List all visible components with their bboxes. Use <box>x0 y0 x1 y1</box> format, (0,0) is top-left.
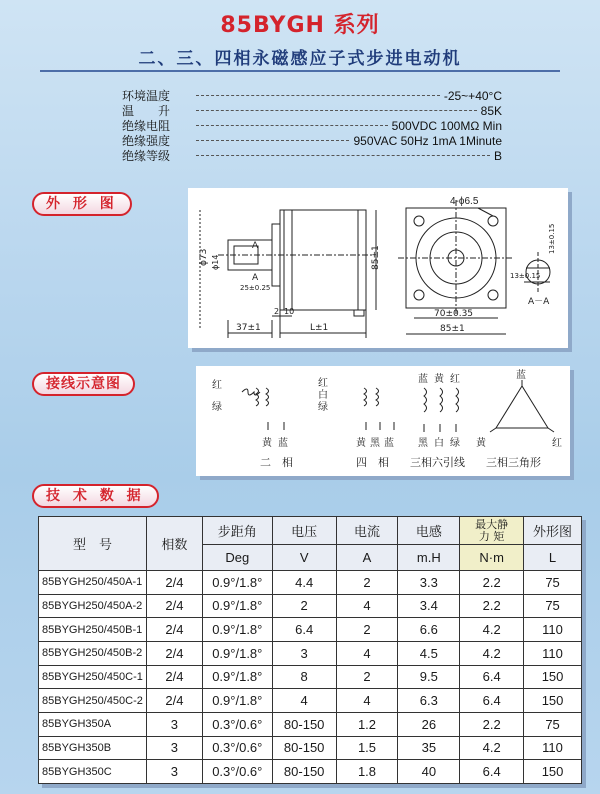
cell-voltage: 8 <box>272 665 336 689</box>
delta-caption: 三相三角形 <box>486 456 541 469</box>
page-title: 85BYGH 系列 <box>220 13 380 38</box>
cell-current: 4 <box>336 641 398 665</box>
spec-row <box>122 133 502 148</box>
six-lead-top1-label: 蓝 <box>418 374 428 385</box>
cell-phases: 2/4 <box>146 571 202 595</box>
six-lead-bot1-label: 黑 <box>418 438 428 449</box>
wiring-diagram-panel <box>196 366 570 476</box>
dim-70-label: 70±0.35 <box>434 309 474 319</box>
cell-step-angle: 0.9°/1.8° <box>202 665 272 689</box>
cell-inductance: 6.6 <box>398 618 460 642</box>
two-phase-blue-label: 蓝 <box>278 438 288 449</box>
spec-value: 500VDC 100MΩ Min <box>391 118 502 133</box>
section-badge-wiring: 接线示意图 <box>32 372 135 396</box>
title-divider <box>40 70 560 72</box>
cell-current: 4 <box>336 689 398 713</box>
table-row <box>39 571 582 595</box>
cell-outline: 75 <box>524 712 582 736</box>
header-holding-torque: 最大静 力 矩 <box>460 517 524 545</box>
cell-step-angle: 0.3°/0.6° <box>202 760 272 784</box>
six-lead-caption: 三相六引线 <box>410 456 465 469</box>
shaft-small-label: ϕ14 <box>211 254 220 270</box>
unit-step-angle: Deg <box>202 545 272 571</box>
cell-outline: 75 <box>524 594 582 618</box>
dim-25-label: 25±0.25 <box>240 284 271 292</box>
cell-phases: 2/4 <box>146 689 202 713</box>
table-row <box>39 760 582 784</box>
cell-phases: 2/4 <box>146 641 202 665</box>
cell-outline: 75 <box>524 571 582 595</box>
table-row <box>39 641 582 665</box>
cell-phases: 2/4 <box>146 665 202 689</box>
cell-outline: 150 <box>524 665 582 689</box>
cell-phases: 3 <box>146 712 202 736</box>
header-step-angle: 步距角 <box>202 517 272 545</box>
six-lead-top3-label: 红 <box>450 374 460 385</box>
cell-step-angle: 0.9°/1.8° <box>202 594 272 618</box>
delta-top-label: 蓝 <box>516 370 526 381</box>
cell-voltage: 4 <box>272 689 336 713</box>
spec-list <box>122 88 502 163</box>
four-phase-caption: 四 相 <box>356 456 389 469</box>
cell-voltage: 4.4 <box>272 571 336 595</box>
four-phase-yellow-label: 黄 <box>356 438 366 449</box>
delta-right-label: 红 <box>552 438 562 449</box>
cell-outline: 110 <box>524 641 582 665</box>
page-subtitle: 二、三、四相永磁感应子式步进电动机 <box>138 49 462 69</box>
outline-drawing-panel <box>188 188 568 348</box>
table-row <box>39 594 582 618</box>
four-phase-red-label: 红 <box>318 378 328 389</box>
delta-left-label: 黄 <box>476 438 486 449</box>
cell-current: 4 <box>336 594 398 618</box>
height-label: 85±1 <box>371 245 381 270</box>
cell-voltage: 2 <box>272 594 336 618</box>
table-row <box>39 665 582 689</box>
spec-value: B <box>493 148 502 163</box>
cell-current: 2 <box>336 618 398 642</box>
header-voltage: 电压 <box>272 517 336 545</box>
hole-spec-label: 4-ϕ6.5 <box>450 196 479 207</box>
cell-current: 2 <box>336 665 398 689</box>
cell-holding-torque: 2.2 <box>460 712 524 736</box>
section-mark-a-top: A <box>252 241 259 251</box>
cell-outline: 110 <box>524 736 582 760</box>
cell-voltage: 6.4 <box>272 618 336 642</box>
cell-inductance: 3.3 <box>398 571 460 595</box>
spec-label: 环境温度 <box>122 89 171 103</box>
spec-leader <box>196 155 490 156</box>
unit-outline: L <box>524 545 582 571</box>
cell-inductance: 3.4 <box>398 594 460 618</box>
wiring-diagram <box>196 366 570 476</box>
section-aa-label: A－A <box>528 297 550 307</box>
cell-voltage: 80-150 <box>272 760 336 784</box>
dim-2-label: 2 <box>274 307 280 316</box>
unit-current: A <box>336 545 398 571</box>
unit-inductance: m.H <box>398 545 460 571</box>
six-lead-bot3-label: 绿 <box>450 438 460 449</box>
cell-holding-torque: 2.2 <box>460 571 524 595</box>
shaft-dia-label: ϕ73 <box>199 248 209 266</box>
spec-leader <box>196 125 388 126</box>
cell-step-angle: 0.3°/0.6° <box>202 712 272 736</box>
cell-model: 85BYGH250/450B-2 <box>39 641 147 665</box>
spec-value: 950VAC 50Hz 1mA 1Minute <box>353 133 502 148</box>
outline-drawing <box>188 188 568 348</box>
tech-data-table <box>38 516 582 784</box>
spec-row <box>122 88 502 103</box>
four-phase-white-label: 白 <box>318 390 328 401</box>
spec-label: 温 升 <box>122 104 171 118</box>
spec-label: 绝缘等级 <box>122 149 171 163</box>
cell-current: 1.2 <box>336 712 398 736</box>
cell-model: 85BYGH350C <box>39 760 147 784</box>
table-row <box>39 689 582 713</box>
header-outline: 外形图 <box>524 517 582 545</box>
cell-voltage: 80-150 <box>272 736 336 760</box>
cell-holding-torque: 2.2 <box>460 594 524 618</box>
cell-step-angle: 0.9°/1.8° <box>202 641 272 665</box>
cell-outline: 110 <box>524 618 582 642</box>
four-phase-green-label: 绿 <box>318 402 328 413</box>
cell-outline: 150 <box>524 760 582 784</box>
cell-inductance: 6.3 <box>398 689 460 713</box>
two-phase-green-label: 绿 <box>212 402 222 413</box>
six-lead-top2-label: 黄 <box>434 374 444 385</box>
dim-10-label: 10 <box>284 307 295 316</box>
header-phases: 相数 <box>146 517 202 571</box>
dim-L-label: L±1 <box>310 323 329 333</box>
cell-inductance: 4.5 <box>398 641 460 665</box>
spec-label: 绝缘电阻 <box>122 119 171 133</box>
cell-model: 85BYGH250/450C-1 <box>39 665 147 689</box>
cell-voltage: 80-150 <box>272 712 336 736</box>
cell-model: 85BYGH250/450A-1 <box>39 571 147 595</box>
cell-phases: 2/4 <box>146 618 202 642</box>
section-badge-outline: 外 形 图 <box>32 192 132 216</box>
spec-row <box>122 103 502 118</box>
spec-value: 85K <box>480 103 502 118</box>
cell-model: 85BYGH350B <box>39 736 147 760</box>
cell-current: 1.5 <box>336 736 398 760</box>
section-badge-tech: 技 术 数 据 <box>32 484 159 508</box>
cell-holding-torque: 4.2 <box>460 641 524 665</box>
table-row <box>39 712 582 736</box>
header-model: 型 号 <box>39 517 147 571</box>
cell-holding-torque: 6.4 <box>460 689 524 713</box>
cell-outline: 150 <box>524 689 582 713</box>
header-inductance: 电感 <box>398 517 460 545</box>
cell-holding-torque: 6.4 <box>460 665 524 689</box>
cell-inductance: 40 <box>398 760 460 784</box>
dim-13v-label: 13±0.15 <box>548 223 556 254</box>
spec-leader <box>196 140 349 141</box>
cell-holding-torque: 6.4 <box>460 760 524 784</box>
cell-inductance: 9.5 <box>398 665 460 689</box>
dim-37-label: 37±1 <box>236 323 261 333</box>
unit-voltage: V <box>272 545 336 571</box>
cell-step-angle: 0.3°/0.6° <box>202 736 272 760</box>
cell-inductance: 35 <box>398 736 460 760</box>
spec-value: -25~+40°C <box>443 88 502 103</box>
cell-step-angle: 0.9°/1.8° <box>202 618 272 642</box>
cell-model: 85BYGH250/450C-2 <box>39 689 147 713</box>
cell-inductance: 26 <box>398 712 460 736</box>
four-phase-black-label: 黑 <box>370 438 380 449</box>
tech-data-table-wrap <box>38 516 582 784</box>
cell-phases: 2/4 <box>146 594 202 618</box>
unit-holding-torque: N·m <box>460 545 524 571</box>
cell-holding-torque: 4.2 <box>460 618 524 642</box>
cell-phases: 3 <box>146 760 202 784</box>
cell-current: 1.8 <box>336 760 398 784</box>
cell-model: 85BYGH250/450A-2 <box>39 594 147 618</box>
table-row <box>39 736 582 760</box>
cell-voltage: 3 <box>272 641 336 665</box>
cell-model: 85BYGH250/450B-1 <box>39 618 147 642</box>
cell-model: 85BYGH350A <box>39 712 147 736</box>
spec-row <box>122 148 502 163</box>
cell-phases: 3 <box>146 736 202 760</box>
cell-current: 2 <box>336 571 398 595</box>
spec-label: 绝缘强度 <box>122 134 171 148</box>
six-lead-bot2-label: 白 <box>434 438 444 449</box>
spec-row <box>122 118 502 133</box>
two-phase-caption: 二 相 <box>260 456 293 469</box>
cell-step-angle: 0.9°/1.8° <box>202 689 272 713</box>
spec-leader <box>196 110 477 111</box>
spec-leader <box>196 95 440 96</box>
header-current: 电流 <box>336 517 398 545</box>
two-phase-red-label: 红 <box>212 380 222 391</box>
two-phase-yellow-label: 黄 <box>262 438 272 449</box>
section-mark-a-bottom: A <box>252 273 259 283</box>
cell-holding-torque: 4.2 <box>460 736 524 760</box>
cell-step-angle: 0.9°/1.8° <box>202 571 272 595</box>
dim-85-label: 85±1 <box>440 324 465 334</box>
table-row <box>39 618 582 642</box>
dim-13h-label: 13±0.15 <box>510 272 541 280</box>
four-phase-blue-label: 蓝 <box>384 438 394 449</box>
